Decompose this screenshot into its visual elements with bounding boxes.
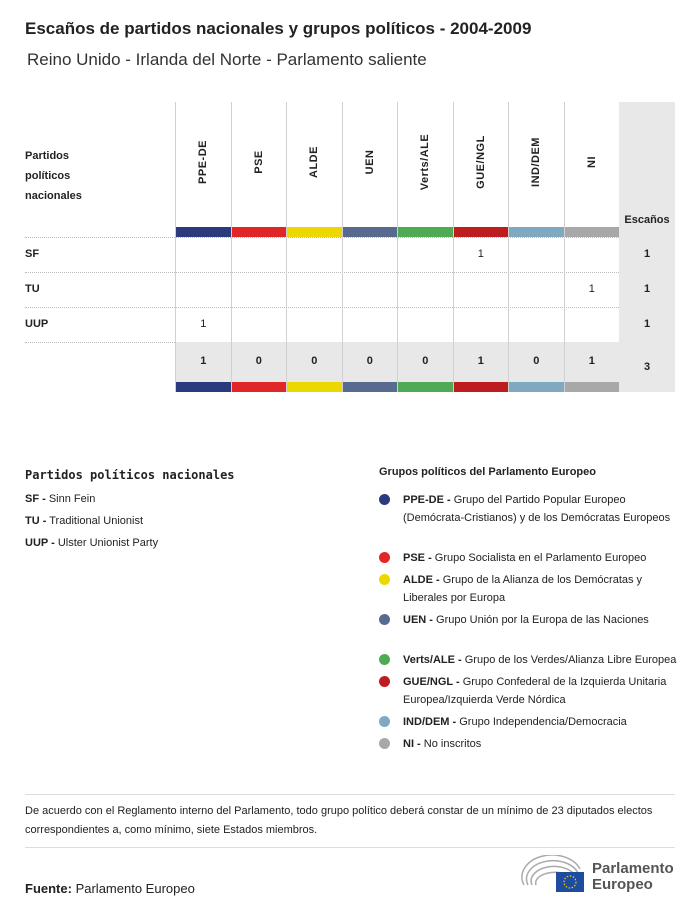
column-total: 1 [588,355,595,367]
groups-legend-item [379,673,679,709]
group-color-bar [565,227,620,237]
group-color-bar [454,382,509,392]
legend-abbr: SF - [25,493,46,505]
total-header: Escaños [624,214,670,226]
seat-value: 1 [588,283,595,295]
group-color-bar [398,227,453,237]
group-header: PPE-DE [197,140,210,184]
group-color-bar [509,227,564,237]
legend-name: Sinn Fein [48,493,96,505]
column-total: 1 [477,355,484,367]
legend-name: Grupo de la Alianza de los Demócratas y Liberales por Europa [403,574,643,604]
group-header: UEN [363,149,376,175]
legend-dot-icon [379,614,390,625]
groups-legend-item [379,651,679,669]
national-legend-title: Partidos políticos nacionales [25,468,235,482]
source-label: Fuente: [25,881,72,896]
legend-dot-icon [379,552,390,563]
group-color-bar [287,382,342,392]
row-label: UUP [25,318,49,330]
legend-name: Ulster Unionist Party [57,537,159,549]
group-color-bar [343,227,398,237]
divider [25,794,675,795]
row-total: 1 [643,248,651,260]
legend-abbr: PSE - [403,552,432,564]
legend-name: Grupo de los Verdes/Alianza Libre Europea [464,654,677,666]
logo-text-line1: Parlamento [592,860,674,877]
column-total: 0 [422,355,429,367]
group-column-verts-ale [397,102,453,392]
group-column-ppe-de [175,102,231,392]
legend-dot-icon [379,654,390,665]
legend-dot-icon [379,676,390,687]
legend-name: Traditional Unionist [49,515,143,527]
group-column-uen [342,102,398,392]
group-column-pse [231,102,287,392]
group-header: Verts/ALE [419,133,432,191]
group-column-ind-dem [508,102,564,392]
divider [25,847,675,848]
legend-abbr: GUE/NGL - [403,676,460,688]
group-color-bar [565,382,620,392]
logo-text-line2: Europeo [592,876,653,893]
legend-abbr: TU - [25,515,47,527]
legend-dot-icon [379,494,390,505]
group-color-bar [287,227,342,237]
group-header: IND/DEM [530,137,543,187]
column-total: 1 [200,355,207,367]
group-color-bar [232,227,287,237]
legend-abbr: UUP - [25,537,55,549]
hemicycle-logo-icon [520,855,586,895]
seat-value: 1 [200,318,207,330]
group-color-bar [232,382,287,392]
legend-dot-icon [379,716,390,727]
group-column-gue-ngl [453,102,509,392]
row-header: Partidos políticos nacionales [25,150,82,202]
group-column-alde [286,102,342,392]
footnote: De acuerdo con el Reglamento interno del Parlamento, todo grupo político deberá constar de un mínimo de 23 diputados electos correspondientes a, como mínimo, siete Estados miembros. [25,805,653,836]
grand-total: 3 [643,361,651,373]
legend-name: Grupo del Partido Popular Europeo (Demócrata-Cristianos) y de los Demócratas Europeos [403,494,671,524]
total-column [619,102,675,392]
legend-abbr: ALDE - [403,574,440,586]
legend-dot-icon [379,574,390,585]
column-total: 0 [311,355,318,367]
groups-legend-item [379,491,679,527]
group-header: GUE/NGL [474,135,487,189]
group-column-ni [564,102,620,392]
legend-name: Grupo Socialista en el Parlamento Europeo [434,552,647,564]
national-legend [25,466,345,556]
group-color-bar [398,382,453,392]
national-legend-item [25,490,345,508]
groups-legend-item [379,549,679,567]
chart-title: Escaños de partidos nacionales y grupos políticos - 2004-2009 [25,19,532,38]
groups-legend-item [379,735,679,753]
group-header: ALDE [308,146,321,178]
column-total: 0 [366,355,373,367]
source-value: Parlamento Europeo [75,881,195,896]
group-color-bar [454,227,509,237]
group-header: PSE [252,150,265,174]
groups-legend-item [379,713,679,731]
group-color-bar [509,382,564,392]
ep-logo [520,855,680,897]
group-color-bar [176,227,231,237]
group-color-bar [343,382,398,392]
groups-legend-item [379,571,679,607]
legend-name: Grupo Unión por la Europa de las Naciones [436,614,649,626]
legend-abbr: IND/DEM - [403,716,457,728]
chart-subtitle: Reino Unido - Irlanda del Norte - Parlamento saliente [27,50,427,69]
group-color-bar [176,382,231,392]
column-total: 0 [255,355,262,367]
row-label: TU [25,283,40,295]
row-total: 1 [643,283,651,295]
legend-abbr: UEN - [403,614,433,626]
seat-value: 1 [477,248,484,260]
national-legend-item [25,534,345,552]
legend-name: No inscritos [423,738,482,750]
legend-name: Grupo Confederal de la Izquierda Unitaria Europea/Izquierda Verde Nórdica [403,676,667,706]
legend-name: Grupo Independencia/Democracia [459,716,627,728]
groups-legend-item [379,611,679,629]
group-header: NI [585,156,598,168]
legend-abbr: NI - [403,738,421,750]
groups-legend-title: Grupos políticos del Parlamento Europeo [379,466,596,478]
national-legend-item [25,512,345,530]
legend-abbr: PPE-DE - [403,494,451,506]
row-total: 1 [643,318,651,330]
legend-abbr: Verts/ALE - [403,654,462,666]
column-total: 0 [533,355,540,367]
legend-dot-icon [379,738,390,749]
source [25,881,195,896]
row-label: SF [25,248,40,260]
